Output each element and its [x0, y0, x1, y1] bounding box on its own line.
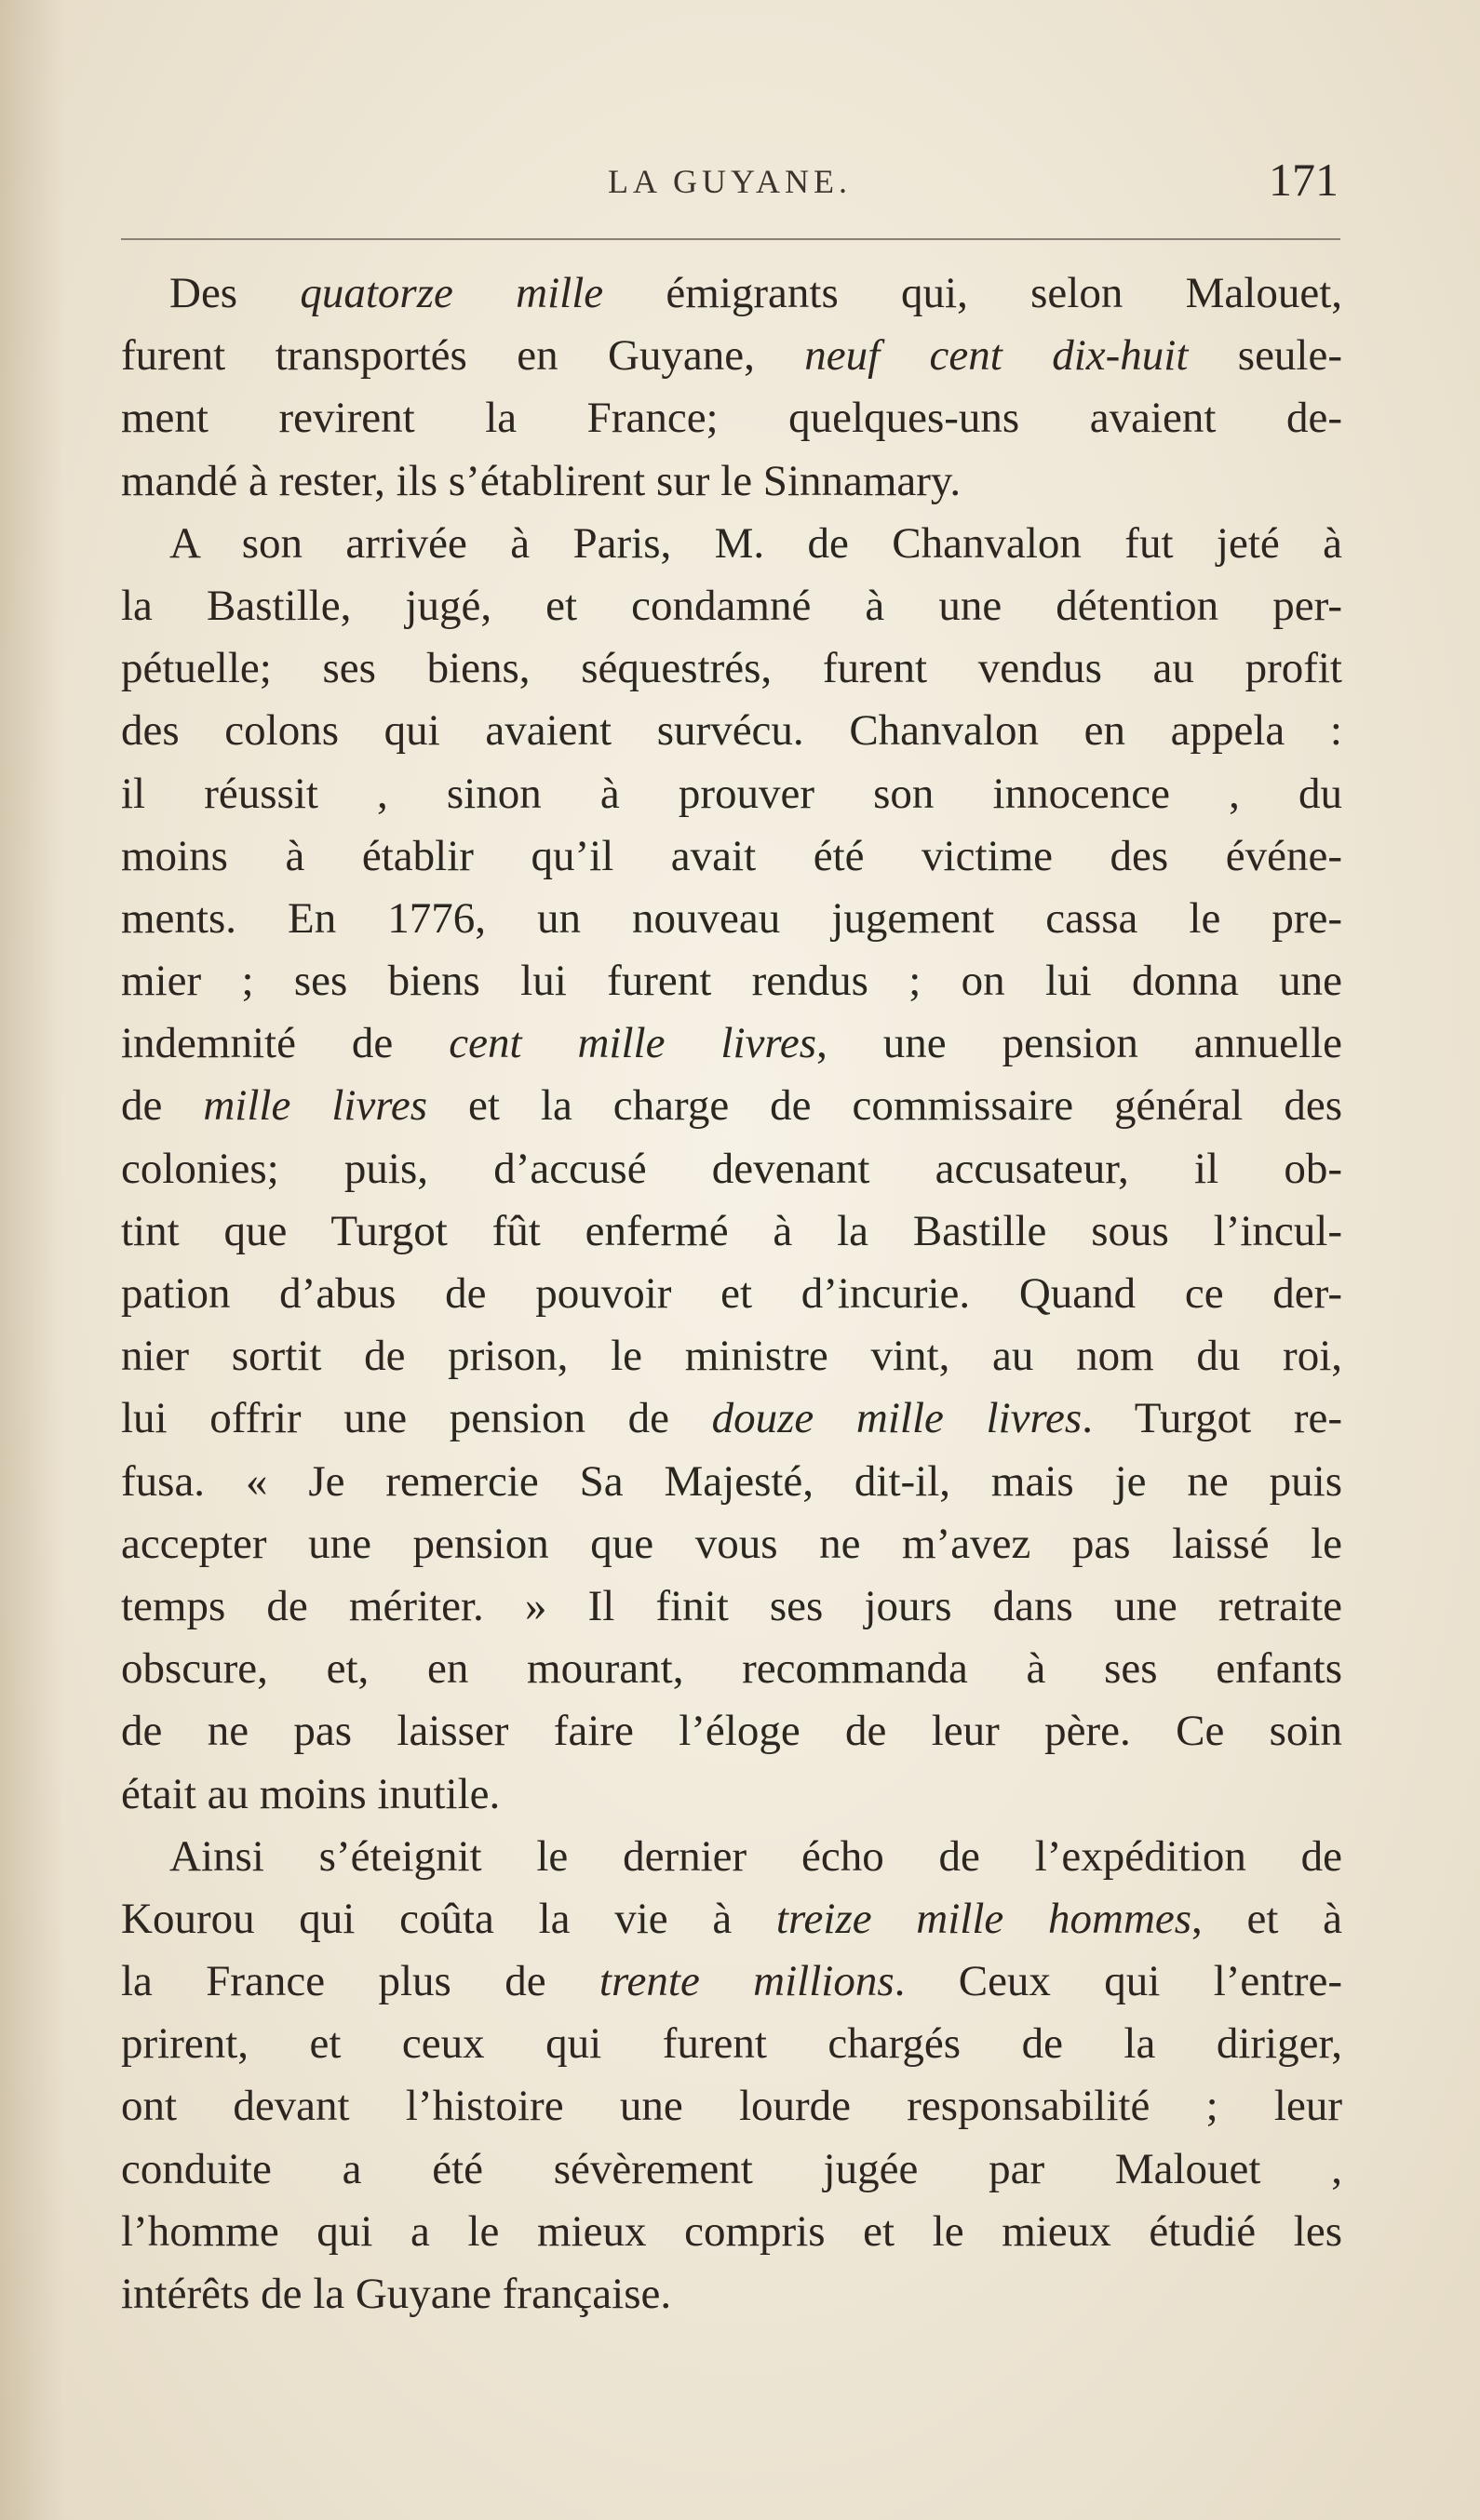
text-line: conduite a été sévèrement jugée par Malouet , [121, 2144, 1342, 2193]
text-line: Des quatorze mille émigrants qui, selon Malouet, [169, 269, 1342, 317]
text-line: intérêts de la Guyane française. [121, 2270, 672, 2318]
text-line: prirent, et ceux qui furent chargés de la diriger, [121, 2019, 1342, 2069]
text-line: fusa. « Je remercie Sa Majesté, dit-il, mais je ne puis [121, 1456, 1342, 1506]
text-line: indemnité de cent mille livres, une pension annuelle [121, 1019, 1342, 1068]
text-line: obscure, et, en mourant, recommanda à ses enfants [121, 1644, 1342, 1694]
text-line: des colons qui avaient survécu. Chanvalon en appela : [121, 706, 1342, 756]
text-line: ments. En 1776, un nouveau jugement cassa le pre- [121, 893, 1342, 943]
body-text [121, 262, 1342, 2326]
text-line: pation d’abus de pouvoir et d’incurie. Quand ce der- [121, 1269, 1342, 1318]
running-head: LA GUYANE. [608, 163, 852, 200]
text-line: la France plus de trente millions. Ceux qui l’entre- [121, 1957, 1342, 2006]
text-line: temps de mériter. » Il finit ses jours dans une retraite [121, 1581, 1342, 1630]
binding-shadow [0, 0, 65, 2520]
text-line: lui offrir une pension de douze mille livres. Turgot re- [121, 1394, 1342, 1443]
text-line: nier sortit de prison, le ministre vint, au nom du roi, [121, 1332, 1342, 1381]
header-rule [121, 238, 1340, 240]
text-line: colonies; puis, d’accusé devenant accusateur, il ob- [121, 1144, 1342, 1193]
text-line: A son arrivée à Paris, M. de Chanvalon fut jeté à [169, 518, 1342, 568]
text-line: Ainsi s’éteignit le dernier écho de l’expédition de [169, 1831, 1342, 1881]
text-line: mandé à rester, ils s’établirent sur le Sinnamary. [121, 456, 962, 505]
text-line: ont devant l’histoire une lourde responsabilité ; leur [121, 2082, 1342, 2131]
text-line: était au moins inutile. [121, 1769, 501, 1818]
text-line: pétuelle; ses biens, séquestrés, furent vendus au profit [121, 644, 1342, 693]
text-line: Kourou qui coûta la vie à treize mille hommes, et à [121, 1894, 1343, 1943]
text-line: la Bastille, jugé, et condamné à une détention per- [121, 581, 1342, 630]
text-line: moins à établir qu’il avait été victime des événe- [121, 831, 1342, 880]
text-line: il réussit , sinon à prouver son innocence , du [121, 769, 1342, 818]
text-line: mier ; ses biens lui furent rendus ; on lui donna une [121, 957, 1342, 1006]
text-line: tint que Turgot fût enfermé à la Bastille sous l’incul- [121, 1206, 1342, 1255]
text-line: l’homme qui a le mieux compris et le mieux étudié les [121, 2206, 1342, 2256]
text-line: accepter une pension que vous ne m’avez pas laissé le [121, 1519, 1342, 1568]
text-line: de mille livres et la charge de commissaire général des [121, 1081, 1342, 1131]
text-line: furent transportés en Guyane, neuf cent dix-huit seule- [121, 331, 1343, 381]
page-number: 171 [1269, 154, 1339, 206]
text-line: ment revirent la France; quelques-uns avaient de- [121, 394, 1342, 443]
text-line: de ne pas laisser faire l’éloge de leur père. Ce soin [121, 1707, 1342, 1756]
page-header [121, 149, 1339, 214]
